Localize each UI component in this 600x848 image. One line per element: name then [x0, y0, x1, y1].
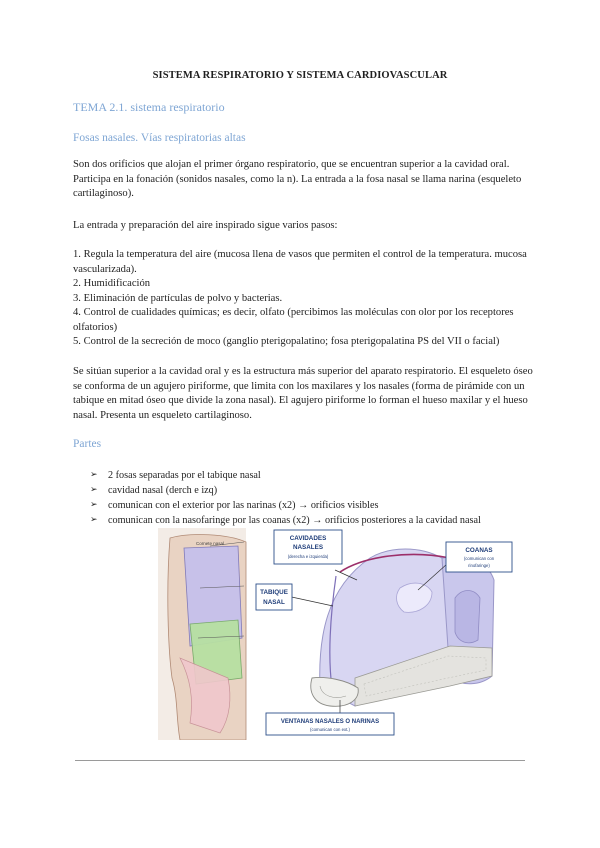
- partes-list: [90, 468, 530, 528]
- list-item: [90, 498, 530, 513]
- svg-text:VENTANAS NASALES O NARINAS: VENTANAS NASALES O NARINAS: [280, 719, 380, 725]
- step-item: 5. Control de la secreción de moco (ganglio pterigopalatino; fosa pterigopalatina PS del VII o facial): [73, 336, 500, 347]
- paragraph-steps-intro: La entrada y preparación del aire inspirado sigue varios pasos:: [73, 220, 338, 231]
- svg-text:(derecha e izquierda): (derecha e izquierda): [287, 554, 329, 559]
- document-title: SISTEMA RESPIRATORIO Y SISTEMA CARDIOVASCULAR: [152, 70, 448, 81]
- footer-divider: [75, 760, 525, 761]
- arrow-bullet-icon: ➢: [90, 470, 98, 480]
- arrow-bullet-icon: ➢: [90, 485, 98, 495]
- cornete-label: Cornete nasal: [196, 541, 225, 546]
- paragraph-location: Se sitúan superior a la cavidad oral y es la estructura más superior del aparato respiratorio. El esqueleto óseo se conforma de un agujero piriforme, que limita con los maxilares y los nasales (forma de pirámide con un tabique en mitad óseo que divide la zona nasal). El agujero piriforme lo forman el hueso maxilar y el hueso nasal. Presenta un esqueleto cartilaginoso.: [73, 366, 533, 421]
- list-item: [90, 468, 530, 483]
- svg-text:(comunican con ext.): (comunican con ext.): [310, 727, 350, 732]
- step-item: 1. Regula la temperatura del aire (mucosa llena de vasos que permiten el control de la temperatura. mucosa vascularizada).: [73, 249, 527, 275]
- label-tabique-nasal: [256, 584, 292, 610]
- steps-list: [73, 248, 533, 350]
- arrow-bullet-icon: ➢: [90, 500, 98, 510]
- heading-partes: Partes: [73, 438, 102, 450]
- step-item: 2. Humidificación: [73, 278, 151, 289]
- svg-text:TABIQUE: TABIQUE: [260, 589, 288, 596]
- svg-text:COANAS: COANAS: [465, 547, 493, 554]
- svg-text:(comunican con: (comunican con: [463, 556, 495, 561]
- paragraph-intro: Son dos orificios que alojan el primer órgano respiratorio, que se encuentran superior a la cavidad oral. Participa en la fonación (sonidos nasales, como la n). La entrada a la fosa nasal se llama narina (esqueleto cartilaginoso).: [73, 159, 522, 199]
- svg-text:NASALES: NASALES: [292, 544, 324, 551]
- list-item: [90, 513, 530, 528]
- arrow-bullet-icon: ➢: [90, 515, 98, 525]
- step-item: 3. Eliminación de partículas de polvo y bacterias.: [73, 292, 283, 304]
- list-item: [90, 483, 530, 498]
- step-item: 4. Control de cualidades químicas; es decir, olfato (percibimos las moléculas con olor por los receptores olfatorios): [73, 307, 514, 333]
- label-cavidades-nasales: [274, 530, 342, 564]
- list-item-text: comunican con la nasofaringe por las coanas (x2) → orificios posteriores a la cavidad nasal: [108, 515, 481, 526]
- svg-text:NASAL: NASAL: [263, 599, 285, 606]
- label-ventanas-nasales: [266, 713, 394, 735]
- list-item-text: cavidad nasal (derch e izq): [108, 485, 218, 496]
- list-item-text: 2 fosas separadas por el tabique nasal: [108, 470, 261, 481]
- svg-text:rinofaringe): rinofaringe): [468, 563, 490, 568]
- heading-tema: TEMA 2.1. sistema respiratorio: [73, 100, 225, 114]
- svg-text:CAVIDADES: CAVIDADES: [289, 535, 327, 542]
- nasal-cavity-figure: [150, 528, 525, 740]
- label-coanas: [446, 542, 512, 572]
- list-item-text: comunican con el exterior por las narinas (x2) → orificios visibles: [108, 500, 379, 511]
- head-illustration: [158, 528, 246, 740]
- heading-fosas-nasales: Fosas nasales. Vías respiratorias altas: [73, 132, 246, 144]
